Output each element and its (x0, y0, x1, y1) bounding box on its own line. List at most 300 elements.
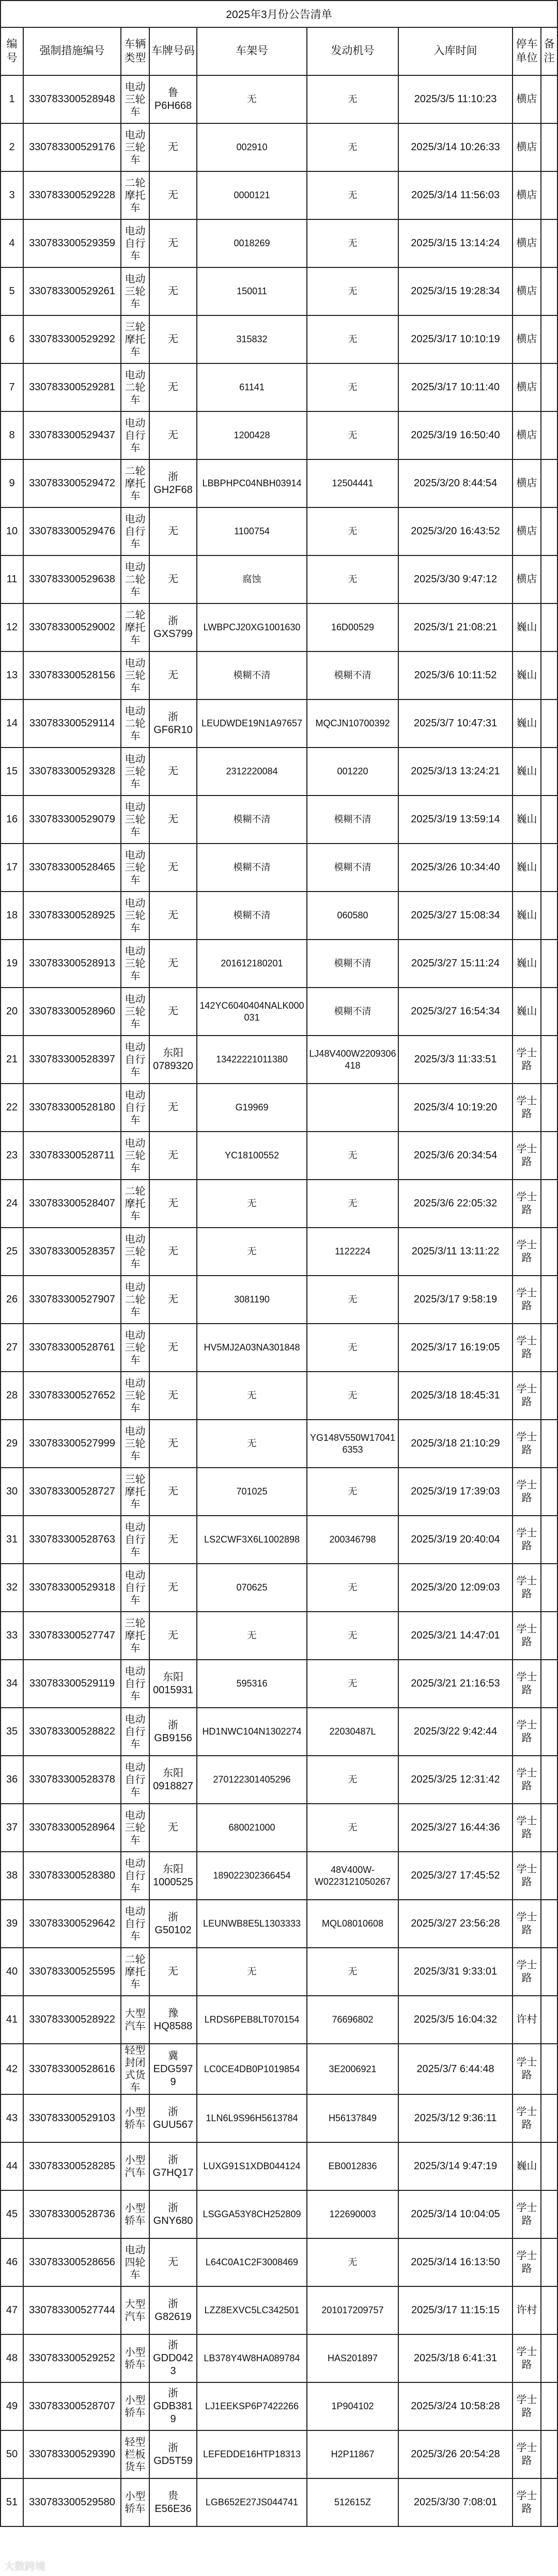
parking-unit-cell: 巍山 (513, 796, 541, 844)
remarks-cell (541, 1804, 557, 1852)
engine-number-cell (307, 1084, 398, 1132)
storage-time-cell: 2025/3/12 9:36:11 (398, 2094, 513, 2142)
vehicle-type-cell: 三轮摩托车 (121, 315, 149, 363)
frame-number-cell: 2312220084 (197, 748, 307, 796)
number-cell: 34 (1, 1660, 23, 1708)
enforcement-id-cell: 330783300528960 (23, 988, 121, 1036)
table-row (1, 940, 557, 988)
engine-number-cell: H2P11867 (307, 2430, 398, 2478)
frame-number-cell: 701025 (197, 1468, 307, 1516)
parking-unit-cell: 学士路 (513, 2190, 541, 2238)
storage-time-cell: 2025/3/17 9:58:19 (398, 1276, 513, 1324)
engine-number-cell: 3E2006921 (307, 2044, 398, 2094)
vehicle-type-cell: 电动自行车 (121, 1516, 149, 1564)
enforcement-id-cell: 330783300529472 (23, 459, 121, 507)
engine-number-cell: 12504441 (307, 459, 398, 507)
announcement-table (0, 27, 558, 2527)
table-row (1, 1372, 557, 1420)
frame-number-cell: LWBPCJ20XG1001630 (197, 603, 307, 651)
table-row (1, 699, 557, 748)
remarks-cell (541, 2238, 557, 2286)
vehicle-type-cell: 电动三轮车 (121, 988, 149, 1036)
number-cell: 44 (1, 2142, 23, 2190)
number-cell: 16 (1, 796, 23, 844)
storage-time-cell: 2025/3/15 13:14:24 (398, 219, 513, 267)
plate-number-cell: 无 (149, 796, 197, 844)
storage-time-cell: 2025/3/31 9:33:01 (398, 1948, 513, 1996)
parking-unit-cell: 学士路 (513, 1612, 541, 1660)
parking-unit-cell: 学士路 (513, 2430, 541, 2478)
parking-unit-cell: 学士路 (513, 1132, 541, 1180)
engine-number-cell: 模糊不清 (307, 651, 398, 699)
number-cell: 49 (1, 2382, 23, 2430)
engine-number-cell: 无 (307, 2238, 398, 2286)
remarks-cell (541, 2478, 557, 2526)
storage-time-cell: 2025/3/26 20:54:28 (398, 2430, 513, 2478)
parking-unit-cell: 许村 (513, 1996, 541, 2044)
storage-time-cell: 2025/3/21 14:47:01 (398, 1612, 513, 1660)
storage-time-cell: 2025/3/6 20:34:54 (398, 1132, 513, 1180)
enforcement-id-cell: 330783300529114 (23, 699, 121, 748)
number-cell: 10 (1, 507, 23, 555)
header-storage-time: 入库时间 (398, 27, 513, 75)
remarks-cell (541, 699, 557, 748)
enforcement-id-cell: 330783300528925 (23, 892, 121, 940)
table-row (1, 1036, 557, 1084)
number-cell: 19 (1, 940, 23, 988)
vehicle-type-cell: 电动三轮车 (121, 1372, 149, 1420)
parking-unit-cell: 横店 (513, 75, 541, 123)
frame-number-cell: 150011 (197, 267, 307, 315)
enforcement-id-cell: 330783300529228 (23, 171, 121, 219)
frame-number-cell: 002910 (197, 123, 307, 171)
vehicle-type-cell: 电动三轮车 (121, 1420, 149, 1468)
enforcement-id-cell: 330783300528397 (23, 1036, 121, 1084)
engine-number-cell: 无 (307, 171, 398, 219)
table-row (1, 1708, 557, 1756)
parking-unit-cell: 横店 (513, 411, 541, 459)
frame-number-cell: 无 (197, 1228, 307, 1276)
plate-number-cell: 东阳1000525 (149, 1852, 197, 1900)
enforcement-id-cell: 330783300528822 (23, 1708, 121, 1756)
plate-number-cell: 浙GH2F68 (149, 459, 197, 507)
plate-number-cell: 无 (149, 940, 197, 988)
storage-time-cell: 2025/3/20 12:09:03 (398, 1564, 513, 1612)
engine-number-cell: 201017209757 (307, 2286, 398, 2334)
parking-unit-cell: 学士路 (513, 1180, 541, 1228)
remarks-cell (541, 651, 557, 699)
plate-number-cell: 无 (149, 1228, 197, 1276)
table-body (1, 75, 557, 2526)
parking-unit-cell: 学士路 (513, 2382, 541, 2430)
table-row (1, 2142, 557, 2190)
vehicle-type-cell: 电动三轮车 (121, 651, 149, 699)
table-row (1, 2286, 557, 2334)
frame-number-cell: 680021000 (197, 1804, 307, 1852)
enforcement-id-cell: 330783300529642 (23, 1900, 121, 1948)
vehicle-type-cell: 大型汽车 (121, 1996, 149, 2044)
parking-unit-cell: 横店 (513, 555, 541, 603)
engine-number-cell: 无 (307, 1804, 398, 1852)
engine-number-cell: 无 (307, 555, 398, 603)
engine-number-cell: 001220 (307, 748, 398, 796)
storage-time-cell: 2025/3/3 11:33:51 (398, 1036, 513, 1084)
plate-number-cell: 无 (149, 171, 197, 219)
number-cell: 15 (1, 748, 23, 796)
vehicle-type-cell: 电动三轮车 (121, 748, 149, 796)
frame-number-cell: 1100754 (197, 507, 307, 555)
number-cell: 50 (1, 2430, 23, 2478)
storage-time-cell: 2025/3/27 15:11:24 (398, 940, 513, 988)
storage-time-cell: 2025/3/19 16:50:40 (398, 411, 513, 459)
number-cell: 26 (1, 1276, 23, 1324)
header-parking-unit: 停车单位 (513, 27, 541, 75)
number-cell: 8 (1, 411, 23, 459)
enforcement-id-cell: 330783300528180 (23, 1084, 121, 1132)
vehicle-type-cell: 电动二轮车 (121, 1276, 149, 1324)
storage-time-cell: 2025/3/4 10:19:20 (398, 1084, 513, 1132)
frame-number-cell: 61141 (197, 363, 307, 411)
table-row (1, 1084, 557, 1132)
number-cell: 11 (1, 555, 23, 603)
number-cell: 25 (1, 1228, 23, 1276)
plate-number-cell: 无 (149, 1420, 197, 1468)
engine-number-cell: 无 (307, 1564, 398, 1612)
frame-number-cell: LJ1EEKSP6P7422266 (197, 2382, 307, 2430)
frame-number-cell: LUXG91S1XDB044124 (197, 2142, 307, 2190)
number-cell: 39 (1, 1900, 23, 1948)
table-row (1, 1132, 557, 1180)
number-cell: 2 (1, 123, 23, 171)
engine-number-cell: 无 (307, 219, 398, 267)
engine-number-cell: 无 (307, 75, 398, 123)
frame-number-cell: LS2CWF3X6L1002898 (197, 1516, 307, 1564)
frame-number-cell: 189022302366454 (197, 1852, 307, 1900)
storage-time-cell: 2025/3/13 13:24:21 (398, 748, 513, 796)
number-cell: 18 (1, 892, 23, 940)
remarks-cell (541, 1948, 557, 1996)
number-cell: 46 (1, 2238, 23, 2286)
table-row (1, 1612, 557, 1660)
remarks-cell (541, 1036, 557, 1084)
frame-number-cell: 0018269 (197, 219, 307, 267)
table-row (1, 123, 557, 171)
remarks-cell (541, 1468, 557, 1516)
frame-number-cell: 0000121 (197, 171, 307, 219)
table-row (1, 2430, 557, 2478)
header-vehicle-type: 车辆类型 (121, 27, 149, 75)
frame-number-cell: LSGGA53Y8CH252809 (197, 2190, 307, 2238)
storage-time-cell: 2025/3/17 10:11:40 (398, 363, 513, 411)
table-row (1, 1228, 557, 1276)
plate-number-cell: 无 (149, 651, 197, 699)
frame-number-cell: G19969 (197, 1084, 307, 1132)
remarks-cell (541, 2286, 557, 2334)
plate-number-cell: 东阳0789320 (149, 1036, 197, 1084)
remarks-cell (541, 2044, 557, 2094)
remarks-cell (541, 1516, 557, 1564)
parking-unit-cell: 学士路 (513, 1756, 541, 1804)
remarks-cell (541, 1852, 557, 1900)
plate-number-cell: 浙GXS799 (149, 603, 197, 651)
table-header-row (1, 27, 557, 75)
vehicle-type-cell: 小型轿车 (121, 2382, 149, 2430)
plate-number-cell: 无 (149, 1132, 197, 1180)
enforcement-id-cell: 330783300529292 (23, 315, 121, 363)
enforcement-id-cell: 330783300529318 (23, 1564, 121, 1612)
vehicle-type-cell: 电动三轮车 (121, 1228, 149, 1276)
parking-unit-cell: 横店 (513, 219, 541, 267)
number-cell: 20 (1, 988, 23, 1036)
enforcement-id-cell: 330783300528964 (23, 1804, 121, 1852)
engine-number-cell: 22030487L (307, 1708, 398, 1756)
table-row (1, 1420, 557, 1468)
parking-unit-cell: 学士路 (513, 1900, 541, 1948)
engine-number-cell: 16D00529 (307, 603, 398, 651)
plate-number-cell: 浙G50102 (149, 1900, 197, 1948)
remarks-cell (541, 1132, 557, 1180)
engine-number-cell: 512615Z (307, 2478, 398, 2526)
plate-number-cell: 无 (149, 1324, 197, 1372)
table-row (1, 1324, 557, 1372)
parking-unit-cell: 学士路 (513, 1228, 541, 1276)
storage-time-cell: 2025/3/27 16:44:36 (398, 1804, 513, 1852)
parking-unit-cell: 学士路 (513, 1324, 541, 1372)
enforcement-id-cell: 330783300529281 (23, 363, 121, 411)
engine-number-cell: 无 (307, 1468, 398, 1516)
frame-number-cell: 315832 (197, 315, 307, 363)
vehicle-type-cell: 电动自行车 (121, 1852, 149, 1900)
vehicle-type-cell: 电动四轮车 (121, 2238, 149, 2286)
remarks-cell (541, 748, 557, 796)
frame-number-cell: 模糊不清 (197, 651, 307, 699)
engine-number-cell: 无 (307, 1324, 398, 1372)
number-cell: 13 (1, 651, 23, 699)
enforcement-id-cell: 330783300528761 (23, 1324, 121, 1372)
enforcement-id-cell: 330783300528285 (23, 2142, 121, 2190)
vehicle-type-cell: 轻型封闭式货车 (121, 2044, 149, 2094)
frame-number-cell: 模糊不清 (197, 892, 307, 940)
remarks-cell (541, 1276, 557, 1324)
enforcement-id-cell: 330783300529002 (23, 603, 121, 651)
remarks-cell (541, 1900, 557, 1948)
enforcement-id-cell: 330783300529359 (23, 219, 121, 267)
enforcement-id-cell: 330783300527744 (23, 2286, 121, 2334)
enforcement-id-cell: 330783300528380 (23, 1852, 121, 1900)
table-row (1, 555, 557, 603)
frame-number-cell: HV5MJ2A03NA301848 (197, 1324, 307, 1372)
remarks-cell (541, 555, 557, 603)
frame-number-cell: L64C0A1C2F3008469 (197, 2238, 307, 2286)
engine-number-cell: 无 (307, 507, 398, 555)
engine-number-cell: 模糊不清 (307, 988, 398, 1036)
plate-number-cell: 无 (149, 1516, 197, 1564)
remarks-cell (541, 1708, 557, 1756)
table-row (1, 2382, 557, 2430)
remarks-cell (541, 1756, 557, 1804)
enforcement-id-cell: 330783300529390 (23, 2430, 121, 2478)
frame-number-cell: 595316 (197, 1660, 307, 1708)
plate-number-cell: 无 (149, 1468, 197, 1516)
storage-time-cell: 2025/3/7 6:44:48 (398, 2044, 513, 2094)
number-cell: 42 (1, 2044, 23, 2094)
engine-number-cell: MQCJN10700392 (307, 699, 398, 748)
enforcement-id-cell: 330783300525595 (23, 1948, 121, 1996)
plate-number-cell: 无 (149, 988, 197, 1036)
plate-number-cell: 无 (149, 1612, 197, 1660)
enforcement-id-cell: 330783300528656 (23, 2238, 121, 2286)
vehicle-type-cell: 小型轿车 (121, 2334, 149, 2382)
frame-number-cell: 070625 (197, 1564, 307, 1612)
vehicle-type-cell: 二轮摩托车 (121, 1180, 149, 1228)
plate-number-cell: 无 (149, 1948, 197, 1996)
remarks-cell (541, 1612, 557, 1660)
table-row (1, 1516, 557, 1564)
parking-unit-cell: 横店 (513, 363, 541, 411)
parking-unit-cell: 学士路 (513, 2044, 541, 2094)
plate-number-cell: 无 (149, 748, 197, 796)
plate-number-cell: 无 (149, 315, 197, 363)
plate-number-cell: 无 (149, 555, 197, 603)
number-cell: 21 (1, 1036, 23, 1084)
number-cell: 35 (1, 1708, 23, 1756)
plate-number-cell: 无 (149, 1276, 197, 1324)
remarks-cell (541, 2190, 557, 2238)
enforcement-id-cell: 330783300528736 (23, 2190, 121, 2238)
engine-number-cell: 无 (307, 123, 398, 171)
table-row (1, 988, 557, 1036)
remarks-cell (541, 75, 557, 123)
header-frame-number: 车架号 (197, 27, 307, 75)
table-row (1, 1900, 557, 1948)
vehicle-type-cell: 电动三轮车 (121, 1324, 149, 1372)
enforcement-id-cell: 330783300529252 (23, 2334, 121, 2382)
watermark: 大数跨境 (4, 2561, 45, 2572)
storage-time-cell: 2025/3/17 16:19:05 (398, 1324, 513, 1372)
vehicle-type-cell: 电动二轮车 (121, 363, 149, 411)
number-cell: 31 (1, 1516, 23, 1564)
storage-time-cell: 2025/3/25 12:31:42 (398, 1756, 513, 1804)
number-cell: 38 (1, 1852, 23, 1900)
enforcement-id-cell: 330783300529580 (23, 2478, 121, 2526)
frame-number-cell: 3081190 (197, 1276, 307, 1324)
vehicle-type-cell: 电动自行车 (121, 219, 149, 267)
table-row (1, 2478, 557, 2526)
number-cell: 23 (1, 1132, 23, 1180)
number-cell: 4 (1, 219, 23, 267)
enforcement-id-cell: 330783300529119 (23, 1660, 121, 1708)
table-row (1, 1660, 557, 1708)
parking-unit-cell: 学士路 (513, 1084, 541, 1132)
number-cell: 29 (1, 1420, 23, 1468)
engine-number-cell: 模糊不清 (307, 940, 398, 988)
parking-unit-cell: 学士路 (513, 1708, 541, 1756)
storage-time-cell: 2025/3/15 19:28:34 (398, 267, 513, 315)
enforcement-id-cell: 330783300528913 (23, 940, 121, 988)
remarks-cell (541, 2430, 557, 2478)
parking-unit-cell: 巍山 (513, 651, 541, 699)
vehicle-type-cell: 电动自行车 (121, 1084, 149, 1132)
parking-unit-cell: 巍山 (513, 603, 541, 651)
storage-time-cell: 2025/3/14 11:56:03 (398, 171, 513, 219)
storage-time-cell: 2025/3/17 11:15:15 (398, 2286, 513, 2334)
parking-unit-cell: 学士路 (513, 2478, 541, 2526)
plate-number-cell: 浙G82619 (149, 2286, 197, 2334)
engine-number-cell: HAS201897 (307, 2334, 398, 2382)
vehicle-type-cell: 电动三轮车 (121, 892, 149, 940)
engine-number-cell: 无 (307, 363, 398, 411)
storage-time-cell: 2025/3/27 23:56:28 (398, 1900, 513, 1948)
number-cell: 51 (1, 2478, 23, 2526)
plate-number-cell: 东阳0918827 (149, 1756, 197, 1804)
frame-number-cell: 201612180201 (197, 940, 307, 988)
storage-time-cell: 2025/3/5 16:04:32 (398, 1996, 513, 2044)
number-cell: 17 (1, 844, 23, 892)
plate-number-cell: 浙GD5T59 (149, 2430, 197, 2478)
frame-number-cell: 无 (197, 1948, 307, 1996)
parking-unit-cell: 许村 (513, 2286, 541, 2334)
enforcement-id-cell: 330783300529103 (23, 2094, 121, 2142)
enforcement-id-cell: 330783300528707 (23, 2382, 121, 2430)
frame-number-cell: 142YC6040404NALK000031 (197, 988, 307, 1036)
remarks-cell (541, 1996, 557, 2044)
table-row (1, 1180, 557, 1228)
number-cell: 9 (1, 459, 23, 507)
remarks-cell (541, 2382, 557, 2430)
plate-number-cell: 浙GDD0423 (149, 2334, 197, 2382)
engine-number-cell: 无 (307, 1276, 398, 1324)
storage-time-cell: 2025/3/17 10:10:19 (398, 315, 513, 363)
vehicle-type-cell: 二轮摩托车 (121, 171, 149, 219)
vehicle-type-cell: 电动三轮车 (121, 123, 149, 171)
vehicle-type-cell: 电动三轮车 (121, 1132, 149, 1180)
storage-time-cell: 2025/3/19 13:59:14 (398, 796, 513, 844)
frame-number-cell: 1LN6L9S96H5613784 (197, 2094, 307, 2142)
engine-number-cell: H56137849 (307, 2094, 398, 2142)
enforcement-id-cell: 330783300529261 (23, 267, 121, 315)
enforcement-id-cell: 330783300529437 (23, 411, 121, 459)
remarks-cell (541, 2094, 557, 2142)
number-cell: 40 (1, 1948, 23, 1996)
enforcement-id-cell: 330783300528465 (23, 844, 121, 892)
parking-unit-cell: 巍山 (513, 892, 541, 940)
parking-unit-cell: 学士路 (513, 1276, 541, 1324)
engine-number-cell: YG148V550W170416353 (307, 1420, 398, 1468)
table-row (1, 651, 557, 699)
parking-unit-cell: 横店 (513, 507, 541, 555)
vehicle-type-cell: 大型汽车 (121, 2286, 149, 2334)
enforcement-id-cell: 330783300528727 (23, 1468, 121, 1516)
storage-time-cell: 2025/3/19 17:39:03 (398, 1468, 513, 1516)
number-cell: 6 (1, 315, 23, 363)
vehicle-type-cell: 电动三轮车 (121, 75, 149, 123)
vehicle-type-cell: 电动自行车 (121, 1660, 149, 1708)
plate-number-cell: 无 (149, 2238, 197, 2286)
table-row (1, 844, 557, 892)
number-cell: 5 (1, 267, 23, 315)
vehicle-type-cell: 电动三轮车 (121, 796, 149, 844)
parking-unit-cell: 横店 (513, 123, 541, 171)
engine-number-cell: 无 (307, 1660, 398, 1708)
plate-number-cell: 无 (149, 892, 197, 940)
engine-number-cell: 200346798 (307, 1516, 398, 1564)
vehicle-type-cell: 电动三轮车 (121, 940, 149, 988)
enforcement-id-cell: 330783300529079 (23, 796, 121, 844)
plate-number-cell: 无 (149, 123, 197, 171)
vehicle-type-cell: 轻型栏板货车 (121, 2430, 149, 2478)
table-row (1, 2238, 557, 2286)
remarks-cell (541, 940, 557, 988)
